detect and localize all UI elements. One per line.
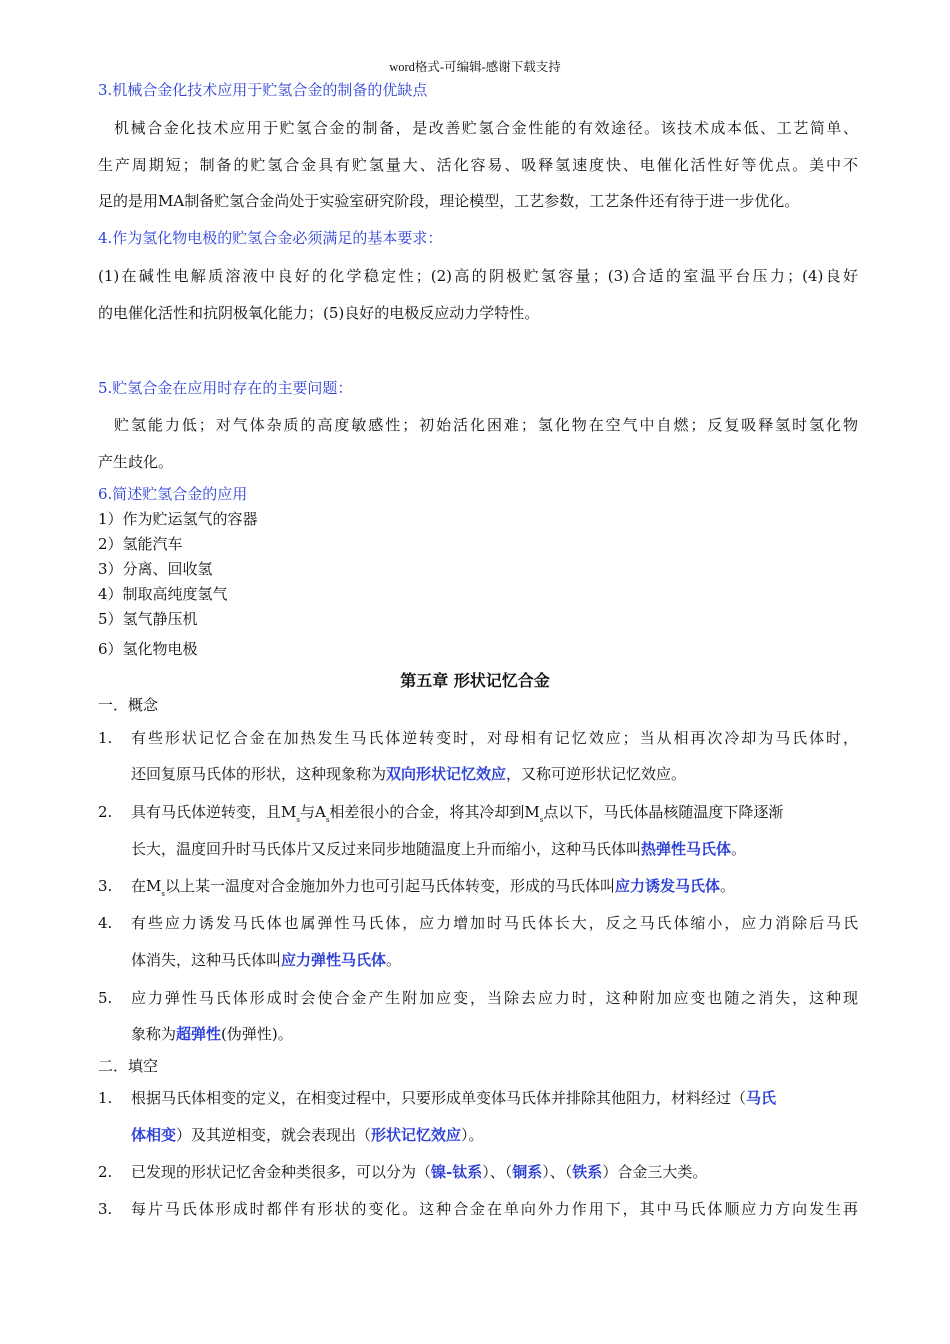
chapter-title: 第五章 形状记忆合金 (400, 671, 550, 690)
section-5-line-1: 贮氢能力低；对气体杂质的高度敏感性；初始活化困难；氢化物在空气中自燃；反复吸释氢时氢化物 (114, 416, 858, 434)
item-number: 5. (98, 989, 113, 1007)
page-header: word格式-可编辑-感谢下载支持 (389, 60, 561, 74)
item-number: 3. (98, 1200, 113, 1218)
concept-2-line-1: 具有马氏体逆转变，且$M_s$与$A_s$相差很小的合金，将其冷却到$M_s$点以下，马氏体晶核随温度下降逐渐 (131, 803, 784, 824)
fill-2-line-1: 已发现的形状记忆舍金种类很多，可以分为（镍-钛系）、（铜系）、（铁系）合金三大类。 (131, 1163, 708, 1181)
concept-4-line-1: 有些应力诱发马氏体也属弹性马氏体，应力增加时马氏体长大，反之马氏体缩小，应力消除后马氏 (131, 914, 858, 932)
concept-2-line-2: 长大，温度回升时马氏体片又反过来同步地随温度上升而缩小，这种马氏体叫热弹性马氏体。 (131, 840, 747, 858)
section-6-heading: 6.简述贮氢合金的应用 (98, 485, 248, 503)
term-stress-elastic-martensite: 应力弹性马氏体 (281, 951, 387, 969)
term-two-way-shape-memory: 双向形状记忆效应 (386, 765, 507, 783)
item-number: 2. (98, 803, 113, 821)
fill-3-line-1: 每片马氏体形成时都伴有形状的变化。这种合金在单向外力作用下，其中马氏体顺应力方向发生再 (131, 1200, 858, 1218)
list-item: 1）作为贮运氢气的容器 (98, 510, 258, 528)
fill-1-line-2: 体相变）及其逆相变，就会表现出（形状记忆效应）。 (131, 1126, 484, 1144)
concept-5-line-1: 应力弹性马氏体形成时会使合金产生附加应变，当除去应力时，这种附加应变也随之消失，这种现 (131, 989, 858, 1007)
list-item: 6）氢化物电极 (98, 640, 198, 658)
section-5-line-2: 产生歧化。 (98, 453, 174, 471)
concept-3-line-1: 在$M_s$以上某一温度对合金施加外力也可引起马氏体转变，形成的马氏体叫应力诱发马氏体。 (131, 877, 735, 898)
item-number: 2. (98, 1163, 113, 1181)
term-stress-induced-martensite: 应力诱发马氏体 (614, 877, 720, 895)
item-number: 3. (98, 877, 113, 895)
list-item: 3）分离、回收氢 (98, 560, 213, 578)
concept-5-line-2: 象称为超弹性(伪弹性)。 (131, 1025, 293, 1043)
section-3-heading: 3.机械合金化技术应用于贮氢合金的制备的优缺点 (98, 81, 428, 99)
term-superelasticity: 超弹性 (176, 1025, 222, 1043)
section-4-line-2: 的电催化活性和抗阴极氧化能力；(5)良好的电极反应动力学特性。 (98, 304, 540, 322)
section-5-heading: 5.贮氢合金在应用时存在的主要问题： (98, 379, 353, 397)
concept-1-line-1: 有些形状记忆合金在加热发生马氏体逆转变时，对母相有记忆效应；当从相再次冷却为马氏体时， (131, 729, 858, 747)
item-number: 1. (98, 1089, 113, 1107)
concepts-heading: 一．概念 (98, 696, 159, 714)
term-thermoelastic-martensite: 热弹性马氏体 (641, 840, 732, 858)
section-3-line-3: 足的是用MA制备贮氢合金尚处于实验室研究阶段，理论模型，工艺参数，工艺条件还有待于进一步优化。 (98, 192, 800, 210)
concept-4-line-2: 体消失，这种马氏体叫应力弹性马氏体。 (131, 951, 402, 969)
section-4-line-1: (1)在碱性电解质溶液中良好的化学稳定性；(2)高的阴极贮氢容量；(3)合适的室温平台压力；(4)良好 (98, 267, 858, 285)
item-number: 1. (98, 729, 113, 747)
section-3-line-2: 生产周期短；制备的贮氢合金具有贮氢量大、活化容易、吸释氢速度快、电催化活性好等优点。美中不 (98, 156, 858, 174)
fill-1-line-1: 根据马氏体相变的定义，在相变过程中，只要形成单变体马氏体并排除其他阻力，材料经过（马氏 (131, 1089, 777, 1107)
fill-heading: 二．填空 (98, 1057, 159, 1075)
list-item: 4）制取高纯度氢气 (98, 585, 228, 603)
list-item: 2）氢能汽车 (98, 535, 183, 553)
section-4-heading: 4.作为氢化物电极的贮氢合金必须满足的基本要求： (98, 229, 443, 247)
item-number: 4. (98, 914, 113, 932)
concept-1-line-2: 还回复原马氏体的形状，这种现象称为双向形状记忆效应，又称可逆形状记忆效应。 (131, 765, 687, 783)
section-3-line-1: 机械合金化技术应用于贮氢合金的制备，是改善贮氢合金性能的有效途径。该技术成本低、工艺简单、 (114, 119, 858, 137)
list-item: 5）氢气静压机 (98, 610, 198, 628)
